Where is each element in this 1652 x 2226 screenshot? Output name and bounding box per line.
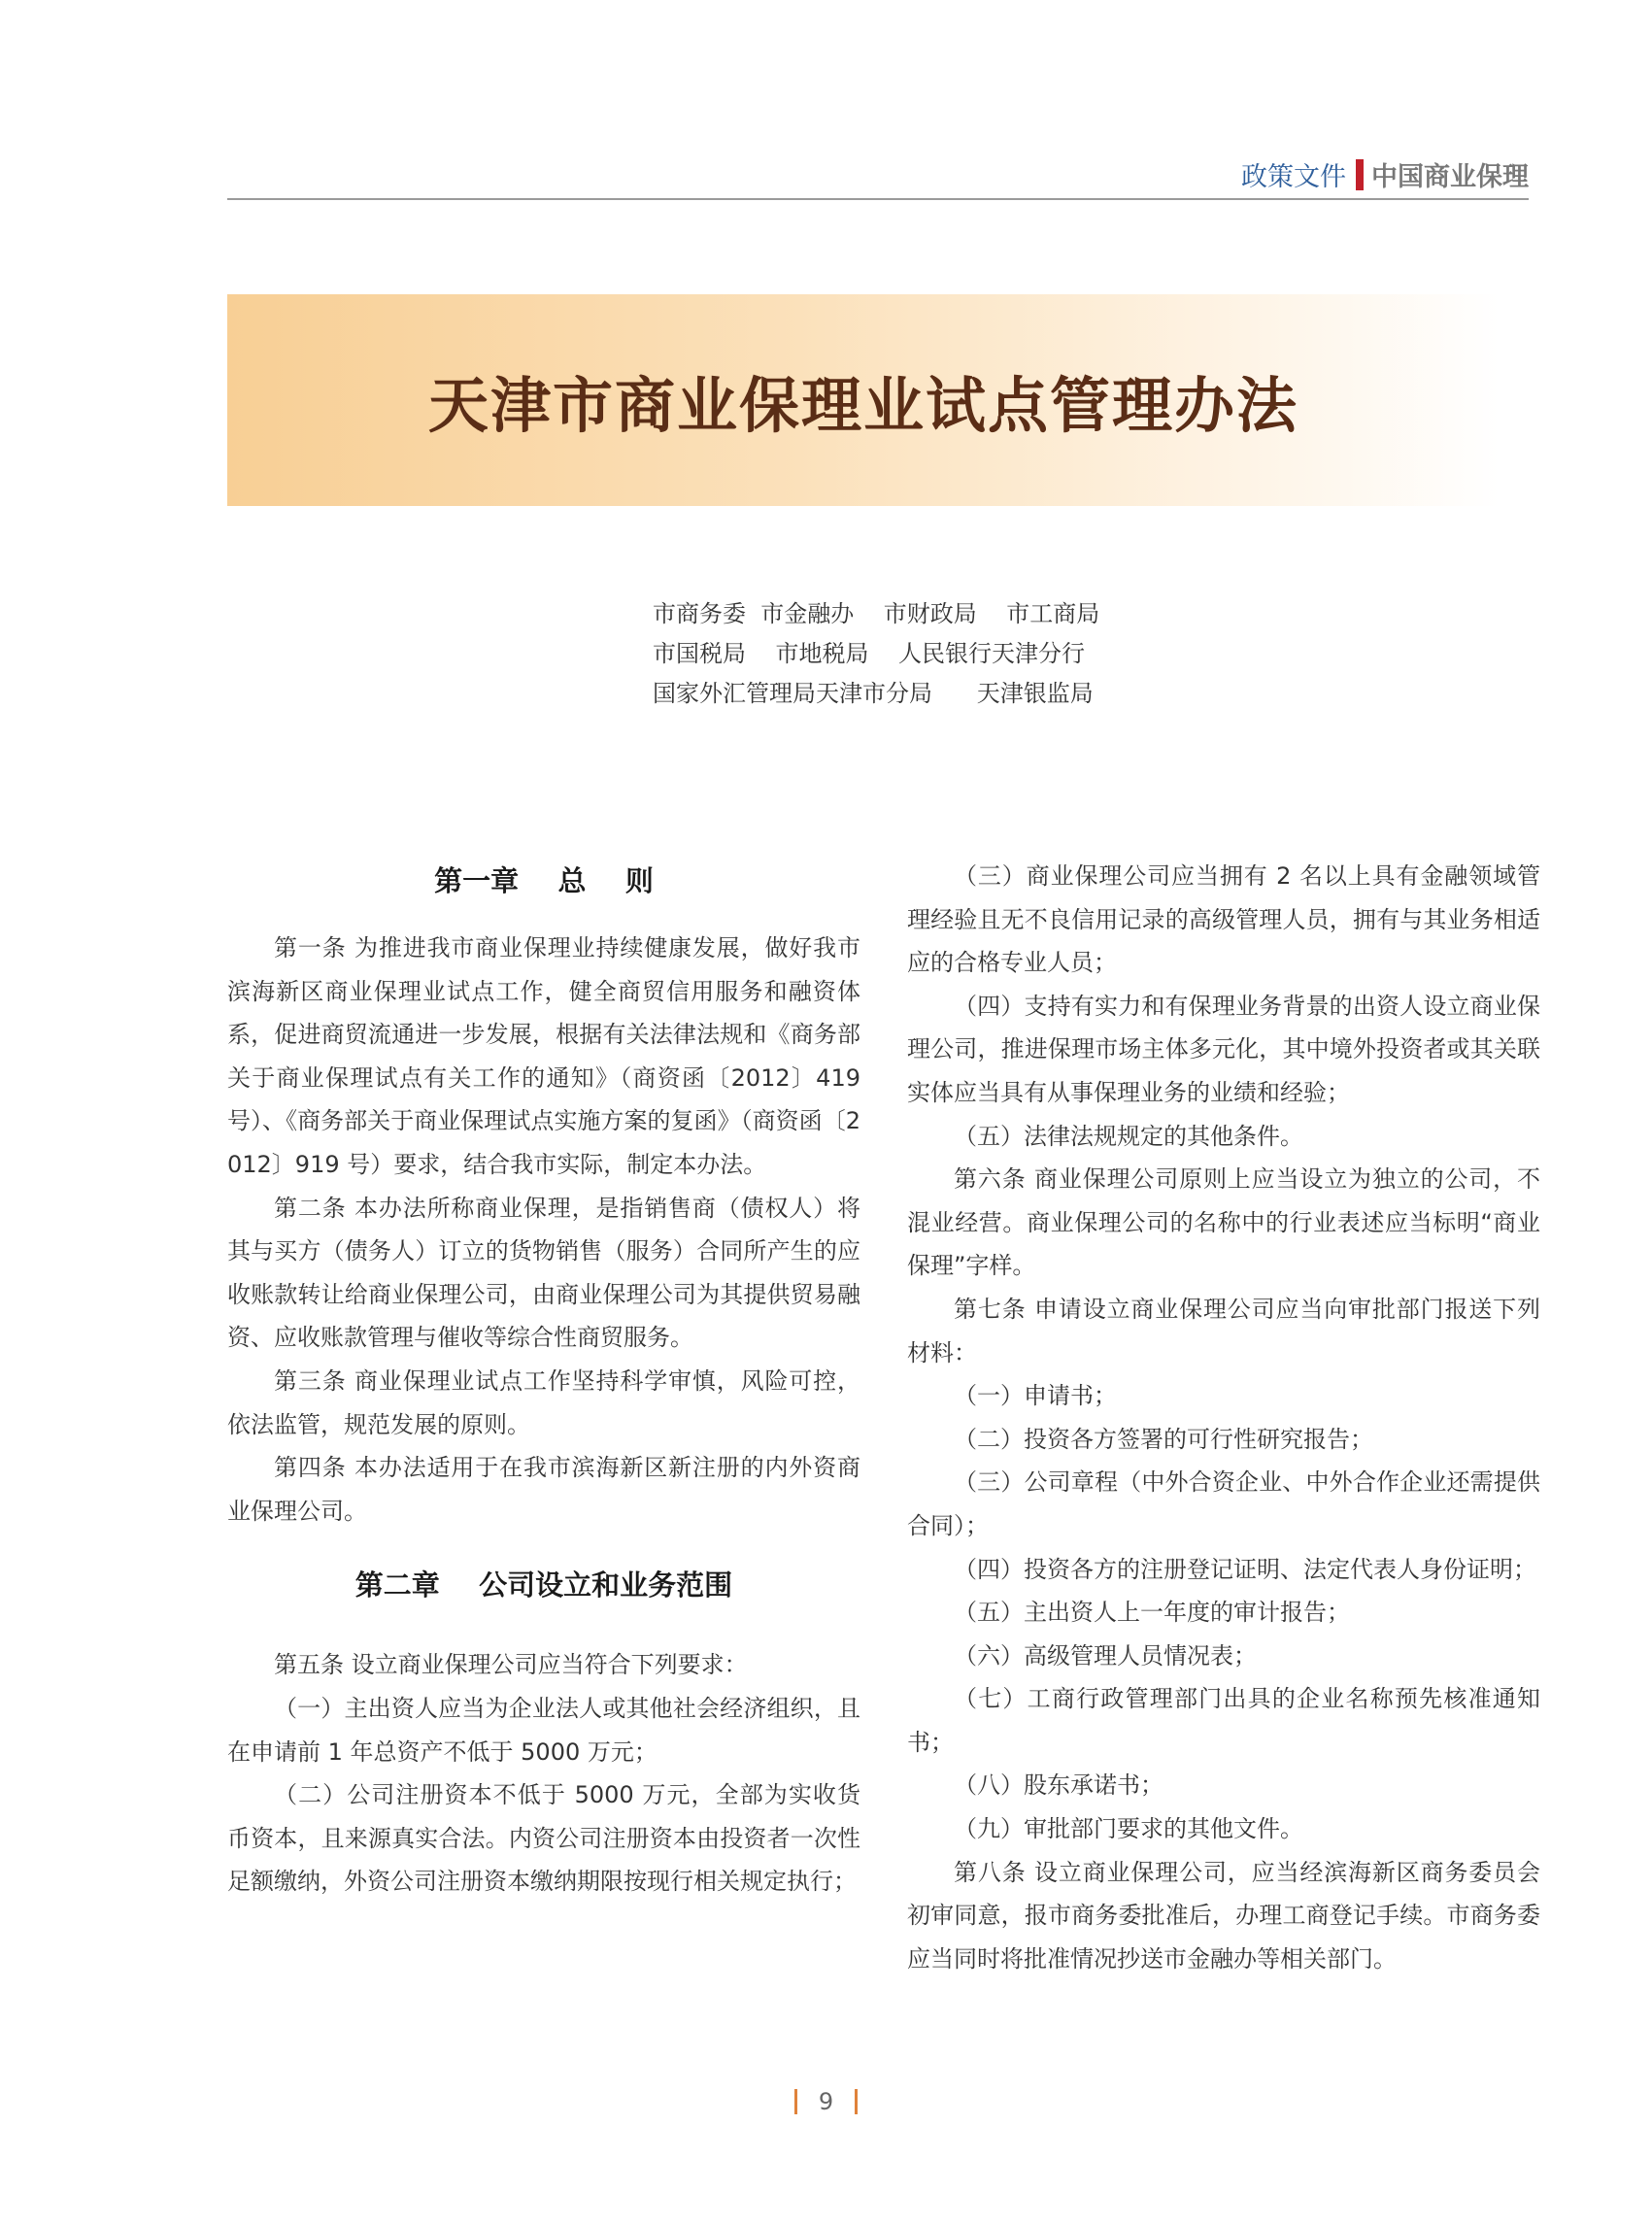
issuer-line: 市商务委 市金融办 市财政局 市工商局	[653, 600, 1100, 627]
article-paragraph: （二）投资各方签署的可行性研究报告；	[954, 1425, 1373, 1453]
header-label-group	[1241, 155, 1529, 193]
issuer-line: 市国税局 市地税局 人民银行天津分行	[653, 640, 1086, 667]
page-header	[227, 153, 1529, 200]
header-section-label: 政策文件	[1241, 162, 1346, 192]
article-paragraph: （三）公司章程（中外合资企业、中外合作企业还需提供合同）；	[907, 1468, 1540, 1539]
footer-bar-right	[855, 2089, 858, 2114]
article-paragraph: 第四条 本办法适用于在我市滨海新区新注册的内外资商业保理公司。	[227, 1454, 860, 1525]
article-paragraph: （二）公司注册资本不低于 5000 万元，全部为实收货币资本，且来源真实合法。内资公司注册资本由投资者一次性足额缴纳，外资公司注册资本缴纳期限按现行相关规定执行；	[227, 1781, 860, 1896]
article-paragraph: （九）审批部门要求的其他文件。	[954, 1815, 1303, 1843]
article-paragraph: 第八条 设立商业保理公司，应当经滨海新区商务委员会初审同意，报市商务委批准后，办理工商登记手续。市商务委应当同时将批准情况抄送市金融办等相关部门。	[907, 1858, 1540, 1973]
right-column	[907, 855, 1540, 1980]
article-paragraph: 第七条 申请设立商业保理公司应当向审批部门报送下列材料：	[907, 1295, 1540, 1366]
left-column	[227, 855, 860, 1904]
article-paragraph: 第三条 商业保理业试点工作坚持科学审慎，风险可控，依法监管，规范发展的原则。	[227, 1366, 860, 1438]
issuing-authorities	[653, 594, 1099, 714]
title-banner	[227, 294, 1500, 506]
document-title: 天津市商业保理业试点管理办法	[427, 369, 1298, 441]
article-paragraph: （三）商业保理公司应当拥有 2 名以上具有金融领域管理经验且无不良信用记录的高级管理人员，拥有与其业务相适应的合格专业人员；	[907, 862, 1540, 977]
article-paragraph: 第二条 本办法所称商业保理，是指销售商（债权人）将其与买方（债务人）订立的货物销售（服务）合同所产生的应收账款转让给商业保理公司，由商业保理公司为其提供贸易融资、应收账款管理与催收等综合性商贸服务。	[227, 1194, 860, 1352]
header-divider	[1356, 159, 1364, 190]
article-paragraph: （四）投资各方的注册登记证明、法定代表人身份证明；	[954, 1555, 1536, 1583]
issuer-line: 国家外汇管理局天津市分局 天津银监局	[653, 680, 1094, 707]
footer-bar-left	[794, 2089, 797, 2114]
article-paragraph: （六）高级管理人员情况表；	[954, 1641, 1257, 1670]
header-rule	[227, 198, 1529, 200]
page-footer	[0, 2088, 1652, 2115]
chapter-heading: 第一章 总 则	[434, 864, 654, 897]
article-paragraph: 第六条 商业保理公司原则上应当设立为独立的公司，不混业经营。商业保理公司的名称中的行业表述应当标明“商业保理”字样。	[907, 1165, 1540, 1280]
header-magazine-name: 中国商业保理	[1371, 162, 1529, 192]
article-paragraph: 第一条 为推进我市商业保理业持续健康发展，做好我市滨海新区商业保理业试点工作，健全商贸信用服务和融资体系，促进商贸流通进一步发展，根据有关法律法规和《商务部关于商业保理试点有关工作的通知》（商资函〔2012〕419 号）、《商务部关于商业保理试点实施方案的复函》（商资函〔2012〕919 号）要求，结合我市实际，制定本办法。	[227, 934, 860, 1178]
chapter-heading: 第二章 公司设立和业务范围	[354, 1568, 733, 1602]
article-paragraph: （一）申请书；	[954, 1382, 1117, 1410]
page-number: 9	[818, 2088, 834, 2115]
article-paragraph: （五）法律法规规定的其他条件。	[954, 1122, 1303, 1150]
article-paragraph: （四）支持有实力和有保理业务背景的出资人设立商业保理公司，推进保理市场主体多元化，其中境外投资者或其关联实体应当具有从事保理业务的业绩和经验；	[907, 992, 1540, 1106]
article-paragraph: （五）主出资人上一年度的审计报告；	[954, 1599, 1350, 1627]
article-paragraph: （一）主出资人应当为企业法人或其他社会经济组织，且在申请前 1 年总资产不低于 5000 万元；	[227, 1694, 860, 1766]
article-paragraph: （七）工商行政管理部门出具的企业名称预先核准通知书；	[907, 1685, 1540, 1756]
article-paragraph: （八）股东承诺书；	[954, 1771, 1163, 1800]
article-paragraph: 第五条 设立商业保理公司应当符合下列要求：	[274, 1651, 748, 1679]
